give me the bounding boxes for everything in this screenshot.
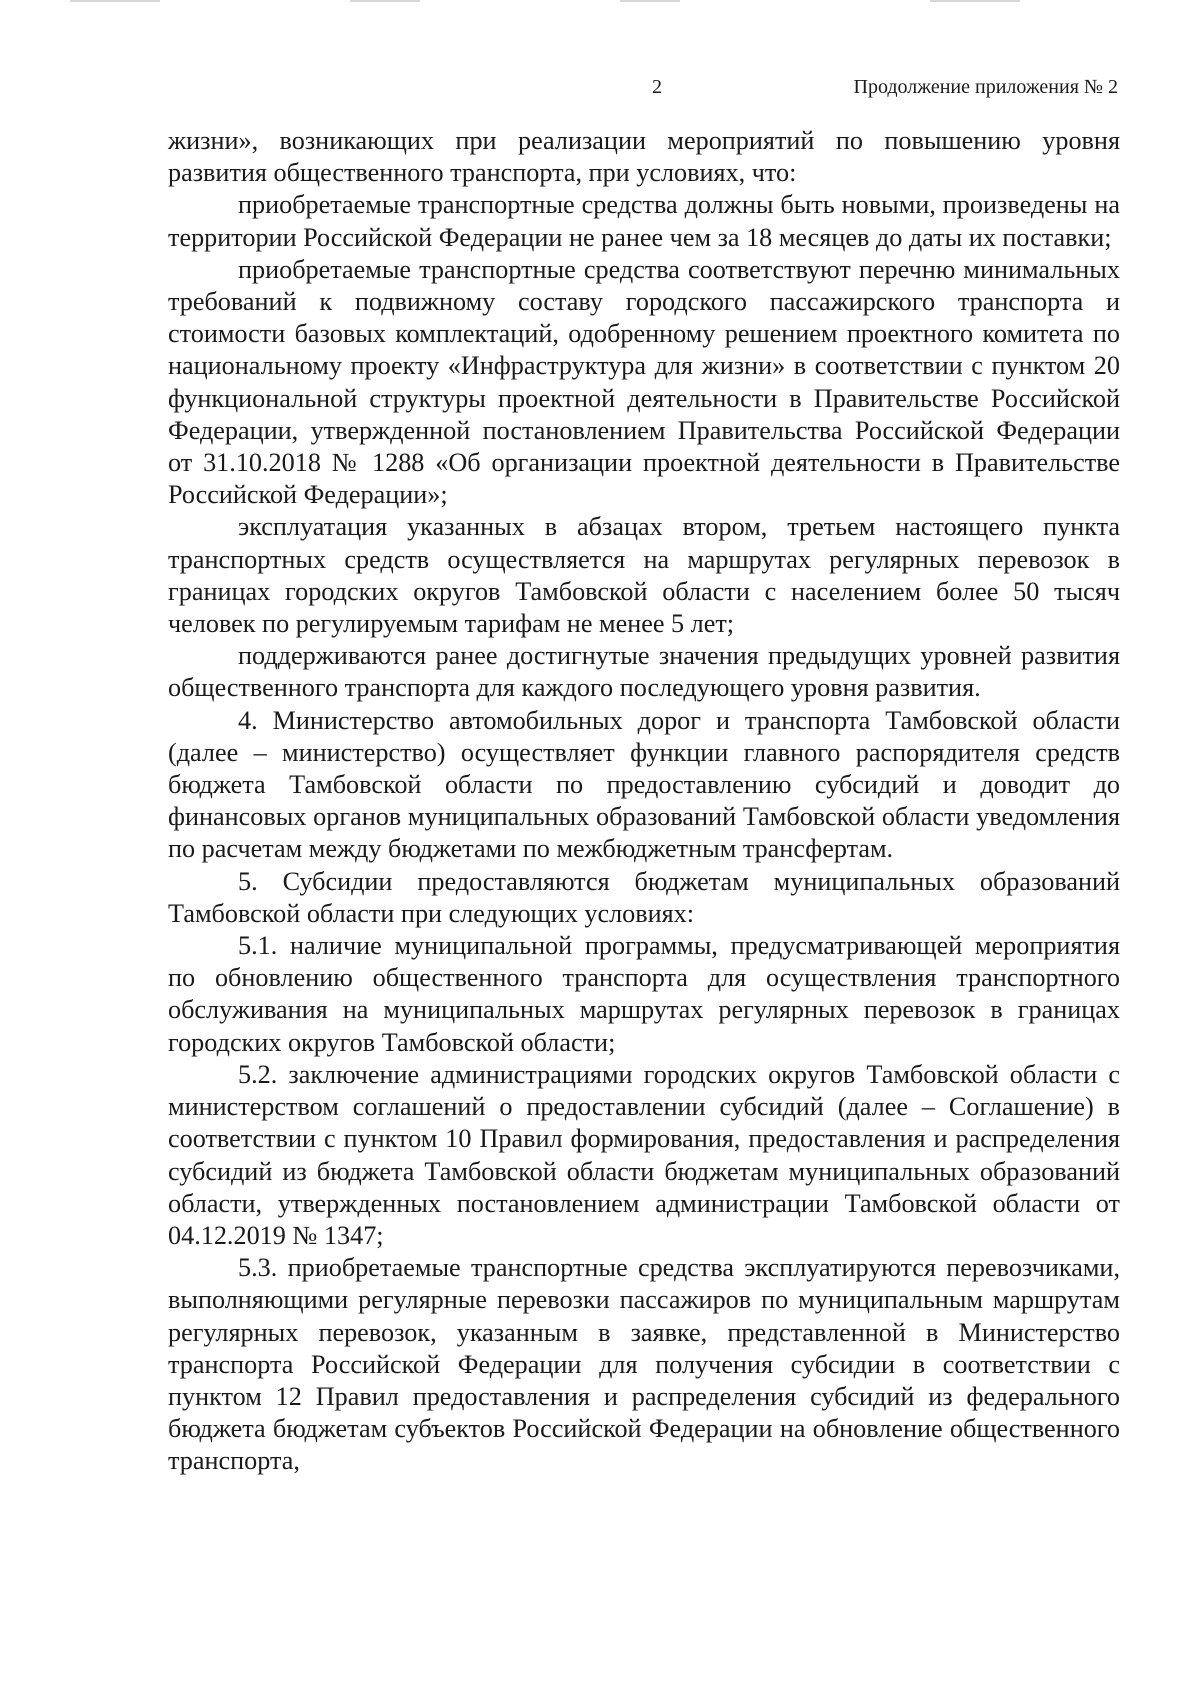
paragraph-item-5: 5. Субсидии предоставляются бюджетам муниципальных образований Тамбовской области при следующих условиях: [168,866,1120,928]
appendix-continuation-note: Продолжение приложения № 2 [853,76,1118,98]
paragraph-item-5-1: 5.1. наличие муниципальной программы, предусматривающей мероприятия по обновлению общественного транспорта для осуществления транспортного обслуживания на муниципальных маршрутах регулярных перевозок в границах городских округов Тамбовской области; [168,931,1120,1057]
page-number: 2 [652,76,662,98]
paragraph-item-4: 4. Министерство автомобильных дорог и транспорта Тамбовской области (далее – министерство) осуществляет функции главного распорядителя средств бюджета Тамбовской области по предоставлению субсидий и доводит до финансовых органов муниципальных образований Тамбовской области уведомления по расчетам между бюджетами по межбюджетным трансфертам. [168,705,1120,864]
document-body [168,125,1120,1478]
paragraph-continuation: жизни», возникающих при реализации мероприятий по повышению уровня развития общественного транспорта, при условиях, что: [168,126,1120,188]
scan-artifact [70,0,160,2]
scan-artifact [620,0,680,2]
paragraph-operation-condition: эксплуатация указанных в абзацах втором, третьем настоящего пункта транспортных средств осуществляется на маршрутах регулярных перевозок в границах городских округов Тамбовской области с населением более 50 тысяч человек по регулируемым тарифам не менее 5 лет; [168,512,1120,639]
scan-artifact [350,0,420,2]
scan-artifact [930,0,1020,2]
paragraph-item-5-3: 5.3. приобретаемые транспортные средства эксплуатируются перевозчиками, выполняющими регулярные перевозки пассажиров по муниципальным маршрутам регулярных перевозок, указанным в заявке, представленной в Министерство транспорта Российской Федерации для получения субсидии в соответствии с пунктом 12 Правил предоставления и распределения субсидий из федерального бюджета бюджетам субъектов Российской Федерации на обновление общественного транспорта, [168,1253,1120,1476]
paragraph-levels-condition: поддерживаются ранее достигнутые значения предыдущих уровней развития общественного транспорта для каждого последующего уровня развития. [168,641,1120,703]
paragraph-requirements-condition: приобретаемые транспортные средства соответствуют перечню минимальных требований к подвижному составу городского пассажирского транспорта и стоимости базовых комплектаций, одобренному решением проектного комитета по национальному проекту «Инфраструктура для жизни» в соответствии с пунктом 20 функциональной структуры проектной деятельности в Правительстве Российской Федерации, утвержденной постановлением Правительства Российской Федерации от 31.10.2018 № 1288 «Об организации проектной деятельности в Правительстве Российской Федерации»; [168,254,1120,510]
page-header [0,76,1200,110]
paragraph-new-vehicles-condition: приобретаемые транспортные средства должны быть новыми, произведены на территории Российской Федерации не ранее чем за 18 месяцев до даты их поставки; [168,190,1120,252]
paragraph-item-5-2: 5.2. заключение администрациями городских округов Тамбовской области с министерством соглашений о предоставлении субсидий (далее – Соглашение) в соответствии с пунктом 10 Правил формирования, предоставления и распределения субсидий из бюджета Тамбовской области бюджетам муниципальных образований области, утвержденных постановлением администрации Тамбовской области от 04.12.2019 № 1347; [168,1059,1120,1250]
